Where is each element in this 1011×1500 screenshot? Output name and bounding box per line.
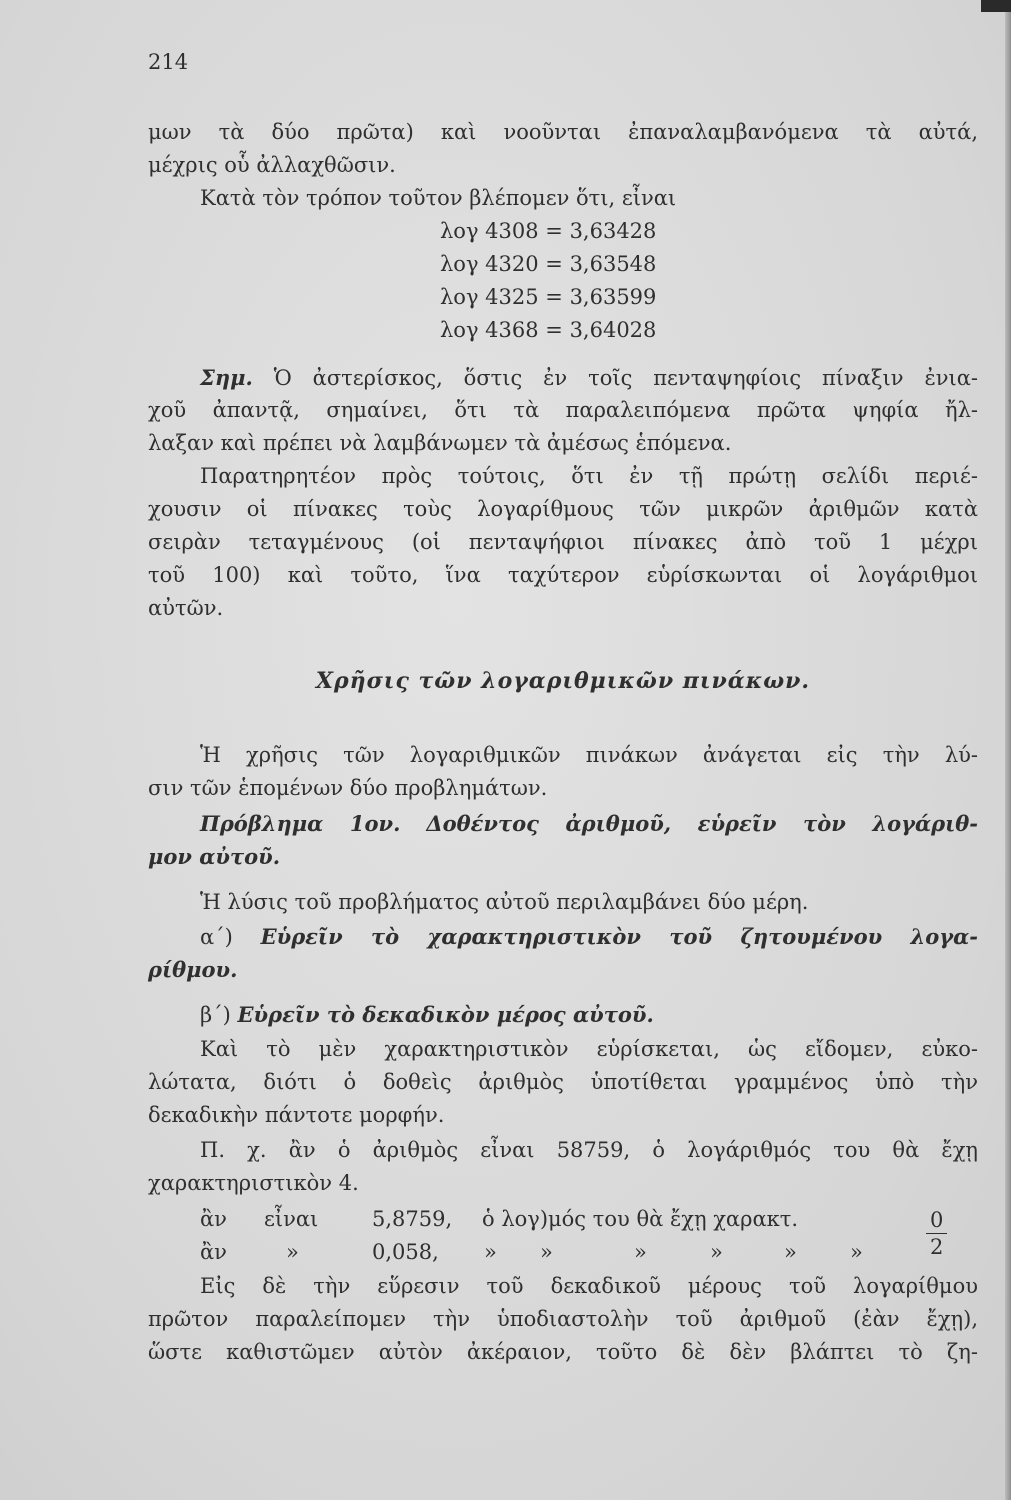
ditto-mark: » (540, 1240, 553, 1264)
text-line: λώτατα, διότι ὁ δοθεὶς ἀριθμὸς ὑποτίθεται γραμμένος ὑπὸ τὴν (148, 1070, 978, 1094)
text-line: Ἡ λύσις τοῦ προβλήματος αὐτοῦ περιλαμβάνει δύο μέρη. (200, 890, 809, 914)
page-number: 214 (148, 50, 189, 74)
ditto-mark: » (784, 1240, 797, 1264)
section-heading: Χρῆσις τῶν λογαριθμικῶν πινάκων. (315, 668, 811, 694)
text-line: Παρατηρητέον πρὸς τούτοις, ὅτι ἐν τῇ πρώτῃ σελίδι περιέ- (200, 464, 978, 488)
part-b (148, 998, 1011, 1032)
text-line: σειρὰν τεταγμένους (οἱ πενταψήφιοι πίνακες ἀπὸ τοῦ 1 μέχρι (148, 530, 978, 554)
part-a-text: ρίθμου. (148, 957, 238, 982)
log-value: λογ 4368 = 3,64028 (440, 318, 657, 342)
text-line: χουσιν οἱ πίνακες τοὺς λογαρίθμους τῶν μικρῶν ἀριθμῶν κατὰ (148, 497, 978, 521)
problem-label: Πρόβλημα 1ον. (200, 811, 401, 836)
log-value: λογ 4325 = 3,63599 (440, 285, 657, 309)
text-line: ὥστε καθιστῶμεν αὐτὸν ἀκέραιον, τοῦτο δὲ δὲν βλάπτει τὸ ζη- (148, 1340, 978, 1364)
ditto-mark: » (634, 1240, 647, 1264)
example-value: 5,8759, (372, 1207, 453, 1231)
text-line: μέχρις οὗ ἀλλαχθῶσιν. (148, 153, 396, 177)
note-text: Ὁ ἀστερίσκος, ὅστις ἐν τοῖς πενταψηφίοις πίναξιν ἐνια- (273, 366, 978, 390)
page-edge (1005, 0, 1011, 1500)
text-line: Καὶ τὸ μὲν χαρακτηριστικὸν εὑρίσκεται, ὡς εἴδομεν, εὐκο- (200, 1037, 978, 1061)
characteristic-result: 2 (930, 1235, 944, 1259)
part-a-text: Εὑρεῖν τὸ χαρακτηριστικὸν τοῦ ζητουμένου λογα- (260, 924, 978, 949)
ditto-mark: » (286, 1240, 299, 1264)
text-line: Ἡ χρῆσις τῶν λογαριθμικῶν πινάκων ἀνάγεται εἰς τὴν λύ- (200, 743, 978, 767)
part-a (148, 920, 978, 954)
log-value: λογ 4320 = 3,63548 (440, 252, 657, 276)
text-line: χαρακτηριστικὸν 4. (148, 1171, 359, 1195)
problem-heading (148, 807, 978, 841)
note-line: χοῦ ἀπαντᾷ, σημαίνει, ὅτι τὰ παραλειπόμενα πρῶτα ψηφία ἤλ- (148, 398, 978, 422)
part-b-text: Εὑρεῖν τὸ δεκαδικὸν μέρος αὐτοῦ. (237, 1002, 654, 1027)
note-label: Σημ. (200, 365, 253, 390)
example-einai: εἶναι (264, 1207, 319, 1231)
ditto-mark: » (710, 1240, 723, 1264)
problem-text: Δοθέντος ἀριθμοῦ, εὑρεῖν τὸν λογάριθ- (426, 811, 978, 836)
log-value: λογ 4308 = 3,63428 (440, 219, 657, 243)
part-b-label: β΄) (200, 1003, 231, 1027)
text-line: μων τὰ δύο πρῶτα) καὶ νοοῦνται ἐπαναλαμβανόμενα τὰ αὐτά, (148, 120, 978, 144)
problem-text: μον αὐτοῦ. (148, 844, 281, 869)
part-a-label: α΄) (200, 925, 233, 949)
text-line: τοῦ 100) καὶ τοῦτο, ἵνα ταχύτερον εὑρίσκωνται οἱ λογάριθμοι (148, 563, 978, 587)
note-line (148, 361, 978, 395)
example-value: 0,058, (372, 1240, 439, 1264)
example-an: ἂν (200, 1207, 227, 1231)
text-line: αὐτῶν. (148, 596, 224, 620)
text-line: Κατὰ τὸν τρόπον τοῦτον βλέπομεν ὅτι, εἶναι (200, 186, 677, 210)
characteristic-result: 0 (926, 1207, 947, 1234)
characteristic-results (926, 1207, 947, 1260)
text-line: πρῶτον παραλείπομεν τὴν ὑποδιαστολὴν τοῦ ἀριθμοῦ (ἐὰν ἔχῃ), (148, 1307, 978, 1331)
example-text: ὁ λογ)μός του θὰ ἔχῃ χαρακτ. (482, 1207, 799, 1231)
note-line: λαξαν καὶ πρέπει νὰ λαμβάνωμεν τὰ ἀμέσως ἑπόμενα. (148, 431, 732, 455)
characteristic-fraction (926, 1207, 947, 1260)
text-line: Εἰς δὲ τὴν εὕρεσιν τοῦ δεκαδικοῦ μέρους τοῦ λογαρίθμου (200, 1274, 978, 1298)
text-line: σιν τῶν ἑπομένων δύο προβλημάτων. (148, 776, 548, 800)
page-corner-shadow (981, 0, 1011, 12)
example-an: ἂν (200, 1240, 227, 1264)
ditto-mark: » (484, 1240, 497, 1264)
text-line: Π. χ. ἂν ὁ ἀριθμὸς εἶναι 58759, ὁ λογάριθμός του θὰ ἔχῃ (200, 1138, 978, 1162)
text-line: δεκαδικὴν πάντοτε μορφήν. (148, 1103, 445, 1127)
ditto-mark: » (850, 1240, 863, 1264)
